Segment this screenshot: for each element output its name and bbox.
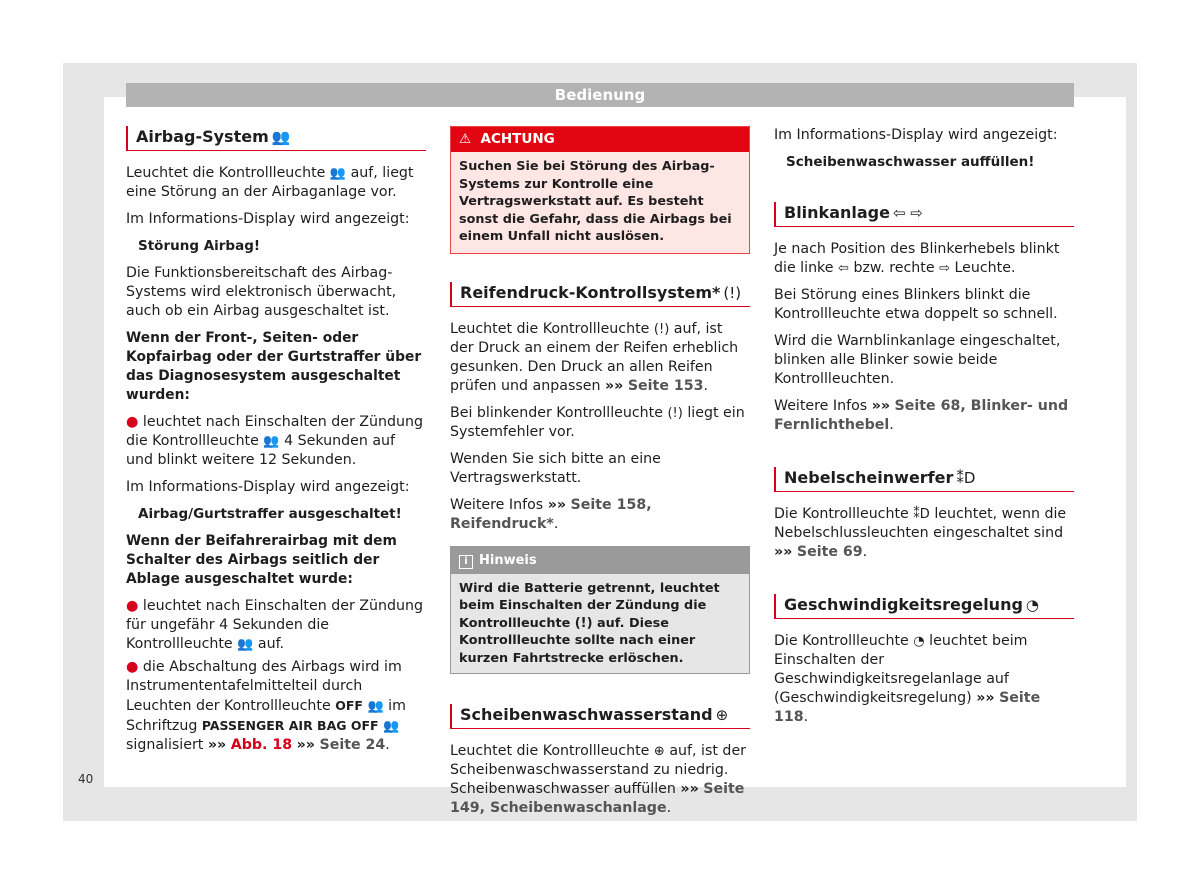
washer-fluid-icon: ⊕ <box>715 706 729 724</box>
warning-text: Suchen Sie bei Störung des Airbag-Systems zur Kontrolle eine Vertragswerkstatt auf. Es besteht sonst die Gefahr, dass die Airbags bei einem Unfall nicht auslösen. <box>459 159 732 244</box>
bullet-icon: ● <box>126 659 139 675</box>
info-icon: i <box>459 555 473 569</box>
tyre-pressure-icon: (!) <box>723 283 742 302</box>
column-middle <box>450 126 750 826</box>
airbag-icon: 👥 <box>383 719 400 734</box>
paragraph: Leuchtet die Kontrollleuchte (!) auf, ist der Druck an einem der Reifen erheblich gesunken. Den Druck an allen Reifen prüfen und anpassen »» Seite 153. <box>450 320 739 394</box>
turn-signal-icon: ⇦ ⇨ <box>892 204 923 222</box>
paragraph: Im Informations-Display wird angezeigt: <box>126 479 410 495</box>
tyre-pressure-icon: (!) <box>653 321 670 337</box>
heading-geschwindigkeitsregelung: Geschwindigkeitsregelung ◔ <box>774 594 1074 619</box>
link-seite-149[interactable]: Seite 149, Scheibenwaschanlage <box>450 781 745 816</box>
paragraph: Im Informations-Display wird angezeigt: <box>126 211 410 227</box>
heading-text: Airbag-System <box>136 127 269 146</box>
chapter-header: Bedienung <box>126 83 1074 107</box>
heading-washer-fluid: Scheibenwaschwasserstand ⊕ <box>450 704 750 729</box>
cruise-control-icon: ◔ <box>913 634 925 649</box>
arrow-right-icon: ⇨ <box>939 261 950 276</box>
note-box <box>450 546 750 675</box>
airbag-icon: 👥 <box>367 699 384 714</box>
link-seite-158[interactable]: Seite 158, Reifendruck* <box>450 496 652 532</box>
washer-fluid-icon: ⊕ <box>653 744 665 759</box>
paragraph: Die Kontrollleuchte ◔ leuchtet beim Einschalten der Geschwindigkeitsregelanlage auf (Geschwindigkeitsregelung) »» Seite 118. <box>774 633 1041 725</box>
paragraph: Im Informations-Display wird angezeigt: <box>774 127 1058 143</box>
heading-nebelscheinwerfer: Nebelscheinwerfer ⁑D <box>774 467 1074 492</box>
link-seite-69[interactable]: Seite 69 <box>796 544 863 560</box>
display-message: Airbag/Gurtstraffer ausgeschaltet! <box>138 506 402 522</box>
airbag-icon: 👥 <box>237 637 254 652</box>
list-item: ● die Abschaltung des Airbags wird im Instrumententafelmittelteil durch Leuchten der Kontrollleuchte OFF 👥 im Schriftzug PASSENGER AIR BAG OFF 👥 signalisiert »» Abb. 18 »» Seite 24. <box>126 659 406 753</box>
link-abb-18[interactable]: Abb. 18 <box>230 737 293 753</box>
bold-paragraph: Wenn der Beifahrerairbag mit dem Schalter des Airbags seitlich der Ablage ausgeschaltet wurde: <box>126 533 397 587</box>
paragraph: Je nach Position des Blinkerhebels blinkt die linke ⇦ bzw. rechte ⇨ Leuchte. <box>774 241 1060 276</box>
warning-triangle-icon: ⚠ <box>459 131 472 147</box>
paragraph: Bei Störung eines Blinkers blinkt die Kontrollleuchte etwa doppelt so schnell. <box>774 287 1058 322</box>
tyre-pressure-icon: (!) <box>667 405 683 421</box>
list-item: ● leuchtet nach Einschalten der Zündung für ungefähr 4 Sekunden die Kontrollleuchte 👥 auf. <box>126 598 423 652</box>
paragraph: Weitere Infos »» Seite 68, Blinker- und Fernlichthebel. <box>774 398 1069 433</box>
paragraph: Wenden Sie sich bitte an eine Vertragswerkstatt. <box>450 450 661 486</box>
paragraph: Leuchtet die Kontrollleuchte 👥 auf, liegt eine Störung an der Airbaganlage vor. <box>126 165 414 200</box>
paragraph: Leuchtet die Kontrollleuchte ⊕ auf, ist der Scheibenwaschwasserstand zu niedrig. Scheibenwaschwasser auffüllen »» Seite 149, Scheibenwaschanlage. <box>450 743 747 816</box>
bullet-icon: ● <box>126 414 139 430</box>
paragraph: Die Funktionsbereitschaft des Airbag-Systems wird elektronisch überwacht, auch ob ein Airbag ausgeschaltet ist. <box>126 265 397 319</box>
display-message: Scheibenwaschwasser auffüllen! <box>786 154 1035 170</box>
heading-blinkanlage: Blinkanlage ⇦ ⇨ <box>774 202 1074 227</box>
display-message: Störung Airbag! <box>138 238 261 254</box>
airbag-icon: 👥 <box>329 166 347 181</box>
column-right <box>774 126 1074 735</box>
note-header: i Hinweis <box>451 547 749 574</box>
column-left <box>126 126 426 763</box>
airbag-icon: 👥 <box>271 128 291 146</box>
warning-box <box>450 126 750 254</box>
heading-airbag-system <box>126 126 426 151</box>
link-seite-24[interactable]: Seite 24 <box>319 737 386 753</box>
warning-header: ⚠ ACHTUNG <box>451 127 749 152</box>
bold-paragraph: Wenn der Front-, Seiten- oder Kopfairbag oder der Gurtstraffer über das Diagnosesystem ausgeschaltet wurden: <box>126 330 422 403</box>
link-seite-68[interactable]: Seite 68, Blinker- und Fernlichthebel <box>774 398 1069 433</box>
list-item: ● leuchtet nach Einschalten der Zündung die Kontrollleuchte 👥 4 Sekunden auf und blinkt weitere 12 Sekunden. <box>126 414 423 468</box>
link-seite-118[interactable]: Seite 118 <box>774 690 1041 725</box>
arrow-left-icon: ⇦ <box>838 261 849 276</box>
paragraph: Wird die Warnblinkanlage eingeschaltet, blinken alle Blinker sowie beide Kontrollleuchten. <box>774 333 1061 387</box>
cruise-control-icon: ◔ <box>1025 596 1040 614</box>
tyre-pressure-icon: (!) <box>574 615 593 631</box>
paragraph: Bei blinkender Kontrollleuchte (!) liegt ein Systemfehler vor. <box>450 404 745 440</box>
paragraph: Weitere Infos »» Seite 158, Reifendruck*. <box>450 496 652 532</box>
bullet-icon: ● <box>126 598 139 614</box>
heading-tyre-pressure: Reifendruck-Kontrollsystem* (!) <box>450 282 750 307</box>
page-number: 40 <box>78 772 94 786</box>
fog-light-icon: ⁑D <box>956 469 976 487</box>
fog-light-icon: ⁑D <box>913 507 930 522</box>
airbag-icon: 👥 <box>263 434 280 449</box>
paragraph: Die Kontrollleuchte ⁑D leuchtet, wenn die Nebelschlussleuchten eingeschaltet sind »» Seite 69. <box>774 506 1067 560</box>
link-seite-153[interactable]: Seite 153 <box>627 377 704 394</box>
note-text: Wird die Batterie getrennt, leuchtet beim Einschalten der Zündung die Kontrollleuchte (!) auf. Diese Kontrollleuchte sollte nach einer kurzen Fahrtstrecke erlöschen. <box>459 580 720 666</box>
